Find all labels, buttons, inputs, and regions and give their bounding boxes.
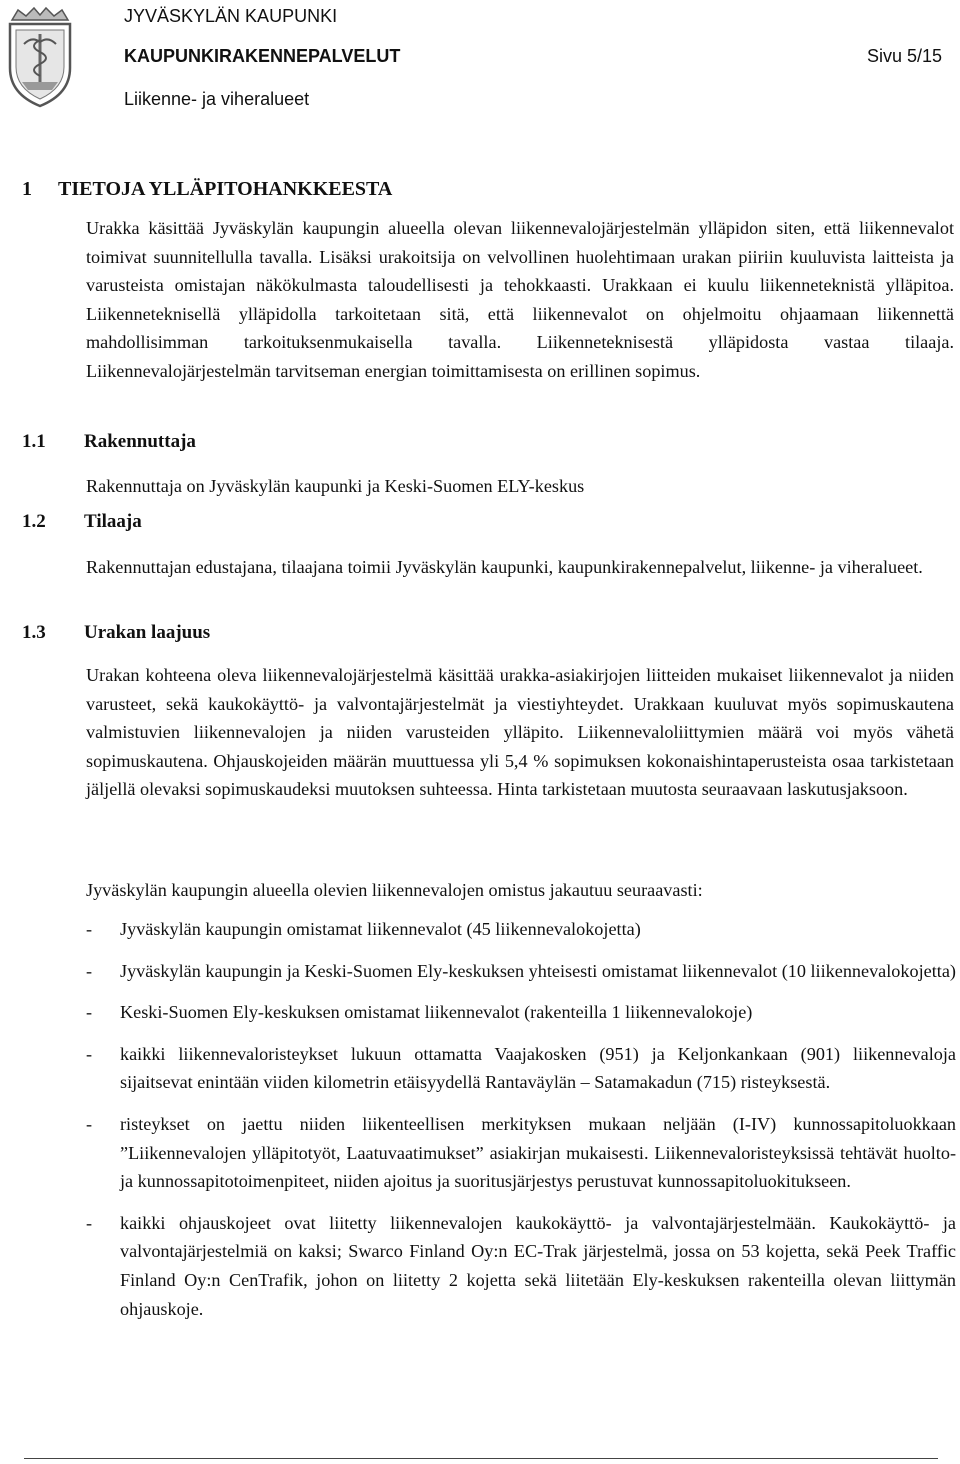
section-title: Rakennuttaja bbox=[84, 431, 196, 452]
section-number: 1.3 bbox=[22, 622, 46, 643]
footer-divider bbox=[24, 1458, 938, 1459]
header-city: JYVÄSKYLÄN KAUPUNKI bbox=[124, 6, 338, 26]
section-title: TIETOJA YLLÄPITOHANKKEESTA bbox=[58, 178, 393, 200]
section-1-heading bbox=[22, 178, 392, 201]
section-1-2-heading bbox=[22, 511, 142, 533]
section-1-2-paragraph: Rakennuttajan edustajana, tilaajana toimii Jyväskylän kaupunki, kaupunkirakennepalvelut, liikenne- ja viheralueet. bbox=[86, 557, 923, 577]
list-item: - Keski-Suomen Ely-keskuksen omistamat liikennevalot (rakenteilla 1 liikennevalokoje) bbox=[86, 1002, 753, 1023]
section-number: 1 bbox=[22, 178, 32, 200]
list-item: - kaikki liikennevaloristeykset lukuun ottamatta Vaajakosken (951) ja Keljonkankaan (901) liikennevaloja sijaitsevat enintään viiden kilometrin etäisyydellä Rantaväylän – Satamakadun (715) risteyksestä. bbox=[86, 1043, 956, 1093]
section-1-3-heading bbox=[22, 622, 210, 644]
section-number: 1.2 bbox=[22, 511, 46, 532]
list-item: - risteykset on jaettu niiden liikenteellisen merkityksen mukaan neljään (I-IV) kunnossapitoluokkaan ”Liikennevalojen ylläpitotyöt, Laatuvaatimukset” asiakirjan mukaisesti. Liikennevaloristeyksissä tehtävät huolto- ja kunnossapitotoimenpiteet, niiden ajoitus ja suoritusjärjestys perustuvat kunnossapitoluokitukseen. bbox=[86, 1113, 956, 1192]
header-unit: Liikenne- ja viheralueet bbox=[124, 89, 310, 109]
city-coat-of-arms-icon bbox=[4, 6, 76, 110]
list-item: - kaikki ohjauskojeet ovat liitetty liikennevalojen kaukokäyttö- ja valvontajärjestelmään. Kaukokäyttö- ja valvontajärjestelmiä on kaksi; Swarco Finland Oy:n EC-Trak järjestelmä, jossa on 53 kojetta, sekä Peek Traffic Finland Oy:n CenTrafik, johon on liitetty 2 kojetta sekä liitetään Ely-keskuksen rakenteilla olevan liittymän ohjauskoje. bbox=[86, 1212, 956, 1319]
page-header bbox=[0, 0, 960, 120]
section-number: 1.1 bbox=[22, 431, 46, 452]
section-1-1-heading bbox=[22, 431, 196, 453]
page-number: Sivu 5/15 bbox=[866, 46, 942, 66]
ownership-intro: Jyväskylän kaupungin alueella olevien liikennevalojen omistus jakautuu seuraavasti: bbox=[86, 880, 703, 900]
ownership-list bbox=[86, 915, 956, 1323]
list-item: - Jyväskylän kaupungin ja Keski-Suomen Ely-keskuksen yhteisesti omistamat liikennevalot (10 liikennevalokojetta) bbox=[86, 960, 956, 981]
list-item: - Jyväskylän kaupungin omistamat liikennevalot (45 liikennevalokojetta) bbox=[86, 919, 641, 939]
section-1-3-paragraph: Urakan kohteena oleva liikennevalojärjestelmä käsittää urakka-asiakirjojen liitteiden mukaiset liikennevalot ja niiden varusteet, sekä kaukokäyttö- ja valvontajärjestelmät ja viestiyhteydet. Urakkaan kuuluvat myös sopimuskautena valmistuvien liikennevalojen ja niiden varusteiden ylläpito. Liikennevaloliittymien määrä voi myös vähetä sopimuskautena. Ohjauskojeiden määrän muuttuessa yli 5,4 % sopimuksen kokonaishintaperusteista osaa tarkistetaan jäljellä olevaksi sopimuskaudeksi muutoksen suhteessa. Hinta tarkistetaan muutosta seuraavaan laskutusjaksoon. bbox=[86, 665, 954, 800]
section-1-1-paragraph: Rakennuttaja on Jyväskylän kaupunki ja Keski-Suomen ELY-keskus bbox=[86, 476, 585, 496]
section-title: Urakan laajuus bbox=[84, 622, 211, 643]
section-title: Tilaaja bbox=[84, 511, 142, 532]
section-1-paragraph: Urakka käsittää Jyväskylän kaupungin alueella olevan liikennevalojärjestelmän ylläpidon siten, että liikennevalot toimivat suunnitellulla tavalla. Lisäksi urakoitsija on velvollinen huolehtimaan urakan piiriin kuuluvista laitteista ja varusteista omistajan näkökulmasta taloudellisesti ja tehokkaasti. Urakkaan ei kuulu liikenneteknistä ylläpitoa. Liikenneteknisellä ylläpidolla tarkoitetaan sitä, että liikennevalot on ohjelmoitu ohjaamaan liikennettä mahdollisimman tarkoituksenmukaisella tavalla. Liikenneteknisestä ylläpidosta vastaa tilaaja. Liikennevalojärjestelmän tarvitseman energian toimittamisesta on erillinen sopimus. bbox=[86, 218, 954, 381]
header-department: KAUPUNKIRAKENNEPALVELUT bbox=[124, 46, 401, 66]
